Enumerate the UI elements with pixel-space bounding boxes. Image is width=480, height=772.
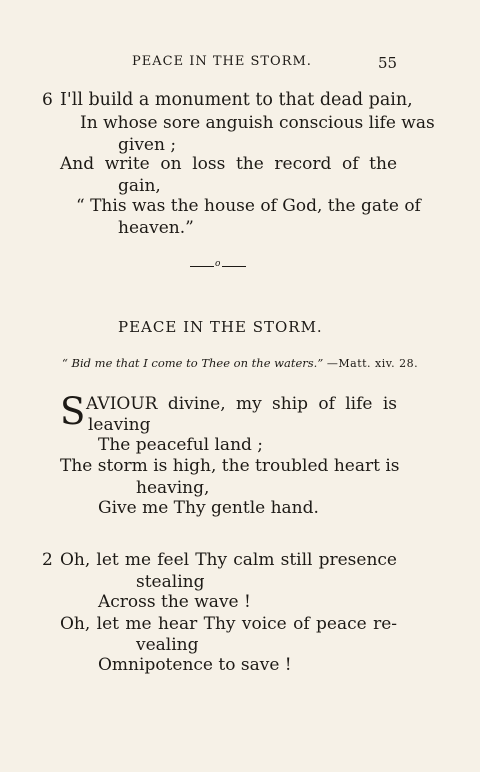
verse-line: stealing: [136, 572, 205, 592]
stanza-number: 6: [42, 90, 53, 110]
verse-line: given ;: [118, 135, 177, 155]
verse-line: Oh, let me feel Thy calm still presence: [60, 550, 397, 570]
epigraph: [62, 356, 418, 370]
stanza-number: 2: [42, 550, 53, 570]
verse-line: Give me Thy gentle hand.: [98, 498, 319, 518]
verse-line: AVIOUR divine, my ship of life is: [86, 394, 397, 414]
divider-rule-right: [222, 266, 246, 267]
divider-ornament: o: [215, 259, 221, 269]
verse-line: heaving,: [136, 478, 210, 498]
verse-line: “ This was the house of God, the gate of: [76, 196, 421, 216]
verse-line: I'll build a monument to that dead pain,: [60, 90, 413, 110]
poem-title: PEACE IN THE STORM.: [118, 318, 323, 336]
verse-line: In whose sore anguish conscious life was: [80, 113, 435, 133]
verse-line: gain,: [118, 176, 161, 196]
epigraph-reference: —Matt. xiv. 28.: [326, 357, 419, 370]
verse-line: leaving: [88, 415, 151, 435]
verse-line: The peaceful land ;: [98, 435, 264, 455]
verse-line: heaven.”: [118, 218, 194, 238]
divider-rule-left: [190, 266, 214, 267]
section-divider: [190, 259, 246, 272]
verse-line: Across the wave !: [98, 592, 251, 612]
verse-line: The storm is high, the troubled heart is: [60, 456, 400, 476]
verse-line: And write on loss the record of the: [60, 154, 397, 174]
verse-line: Omnipotence to save !: [98, 655, 292, 675]
verse-line: Oh, let me hear Thy voice of peace re-: [60, 614, 397, 634]
drop-cap: S: [60, 390, 86, 433]
running-header-title: PEACE IN THE STORM.: [132, 54, 312, 69]
epigraph-quote: “ Bid me that I come to Thee on the waters.”: [62, 356, 324, 370]
verse-line: vealing: [136, 635, 199, 655]
page-number: 55: [378, 54, 398, 72]
